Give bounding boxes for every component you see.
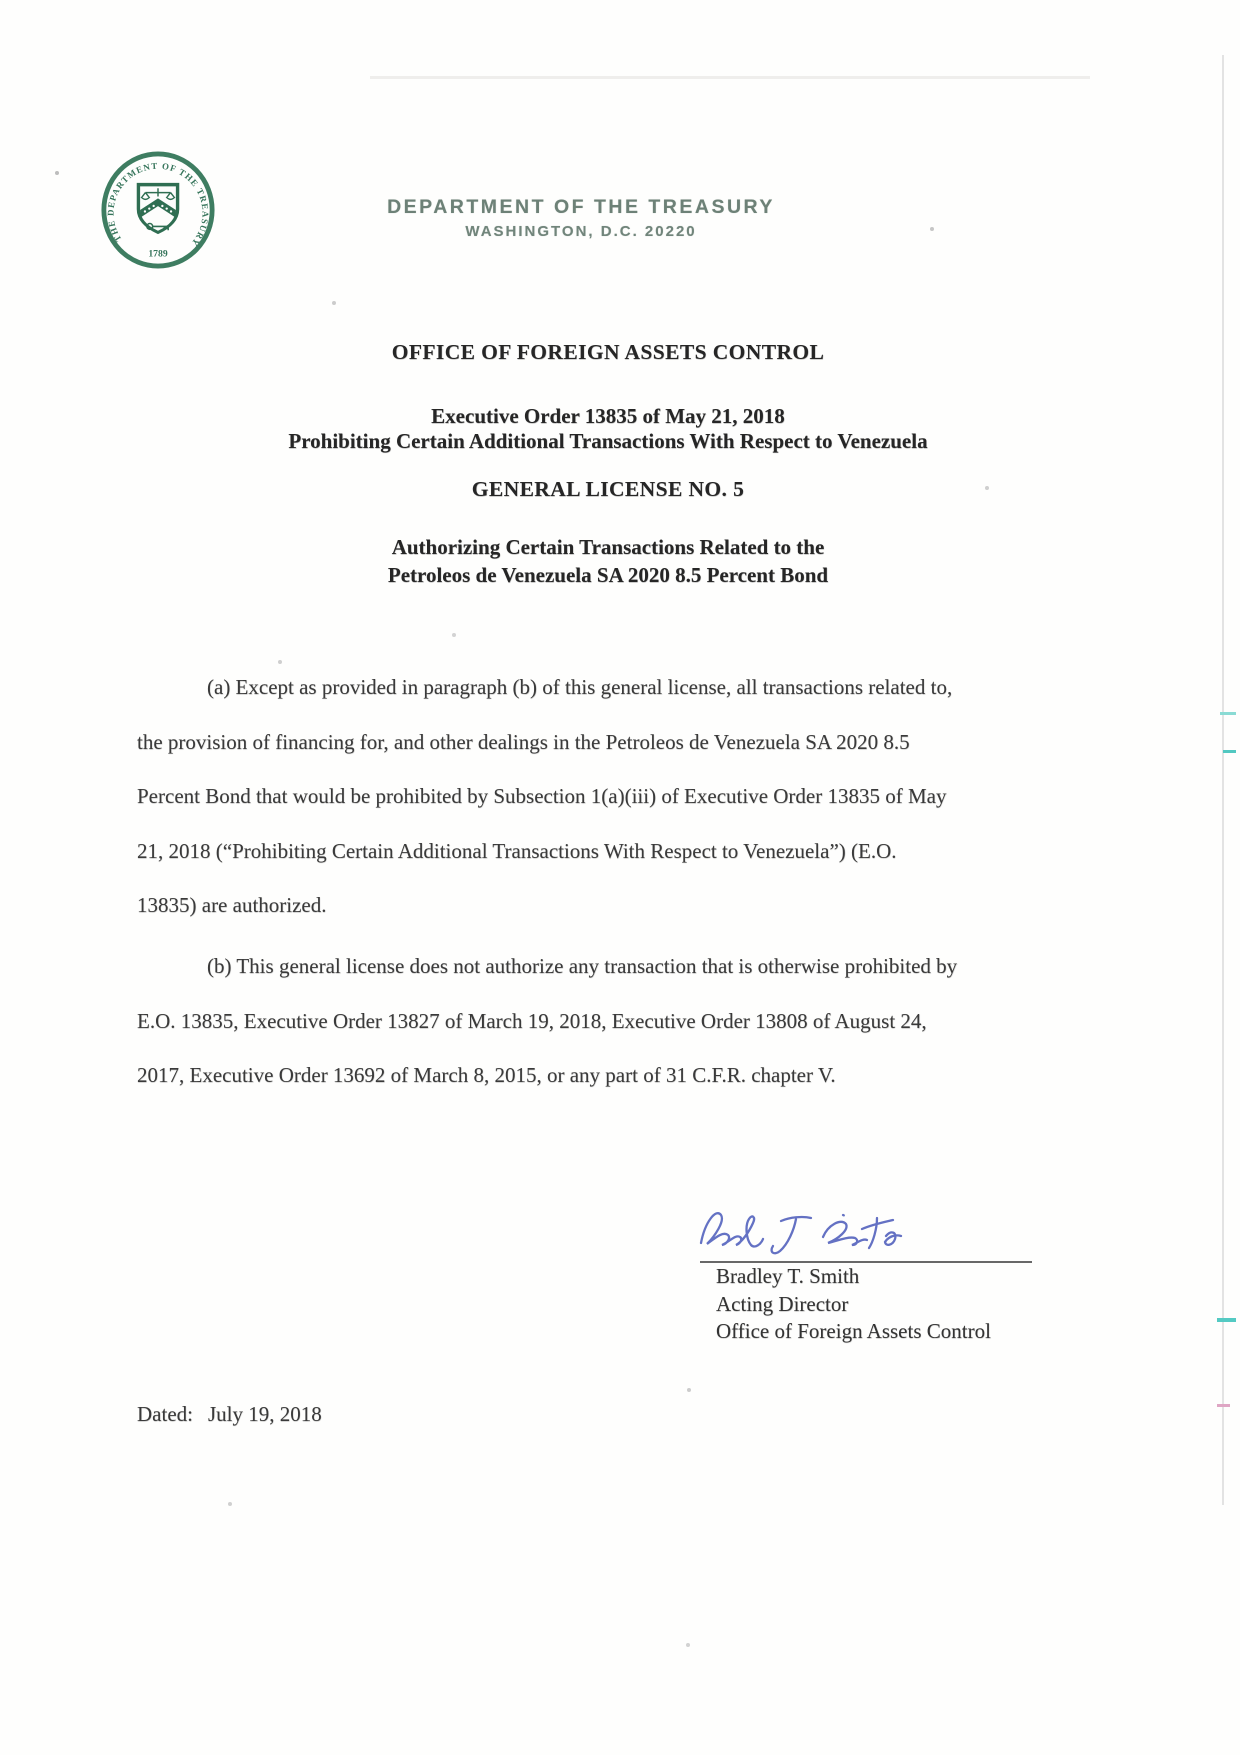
department-name: DEPARTMENT OF THE TREASURY: [387, 196, 775, 218]
scan-artifact-pink-tick: [1217, 1404, 1230, 1407]
signer-title: Acting Director: [716, 1291, 849, 1316]
scan-speck: [228, 1502, 232, 1506]
license-subject-line1: Authorizing Certain Transactions Related to the: [391, 535, 825, 559]
scan-speck: [452, 633, 456, 637]
dated-value: July 19, 2018: [207, 1402, 322, 1426]
scan-artifact-vertical-line: [1222, 55, 1224, 1505]
executive-order-line: Executive Order 13835 of May 21, 2018: [431, 404, 785, 428]
scan-speck: [55, 171, 59, 175]
scan-speck: [332, 301, 336, 305]
seal-year: 1789: [148, 248, 168, 260]
paragraph-a: [137, 660, 1147, 933]
license-subject-line2: Petroleos de Venezuela SA 2020 8.5 Percent Bond: [387, 563, 829, 587]
letterhead: [330, 196, 832, 240]
paragraph-a-line: the provision of financing for, and other dealings in the Petroleos de Venezuela SA 2020 8.5: [137, 729, 910, 754]
paragraph-b-line: E.O. 13835, Executive Order 13827 of March 19, 2018, Executive Order 13808 of August 24,: [137, 1008, 927, 1033]
scan-speck: [930, 227, 934, 231]
scan-speck: [687, 1388, 691, 1392]
paragraph-a-line: 21, 2018 (“Prohibiting Certain Additional Transactions With Respect to Venezuela”) (E.O.: [137, 838, 897, 863]
paragraph-a-line: 13835) are authorized.: [137, 893, 327, 918]
paragraph-b: [137, 939, 1147, 1103]
license-number-title: GENERAL LICENSE NO. 5: [471, 477, 745, 501]
paragraph-a-line: Percent Bond that would be prohibited by Subsection 1(a)(iii) of Executive Order 13835 of May: [137, 784, 947, 809]
scan-artifact-cyan-tick: [1217, 1318, 1236, 1322]
signature-ink: [695, 1196, 935, 1262]
paragraph-b-line: 2017, Executive Order 13692 of March 8, 2015, or any part of 31 C.F.R. chapter V.: [137, 1063, 836, 1088]
department-address: WASHINGTON, D.C. 20220: [465, 223, 697, 240]
office-title: OFFICE OF FOREIGN ASSETS CONTROL: [391, 340, 825, 364]
scan-artifact-cyan-tick: [1223, 750, 1236, 753]
dated-line: [137, 1402, 322, 1427]
dated-label: Dated:: [137, 1402, 193, 1426]
scan-artifact-cyan-tick: [1220, 712, 1236, 715]
seal-ring-text: THE DEPARTMENT OF THE TREASURY: [105, 160, 211, 249]
signer-name: Bradley T. Smith: [716, 1264, 860, 1288]
scan-speck: [686, 1643, 690, 1647]
executive-order-subject: Prohibiting Certain Additional Transactions With Respect to Venezuela: [288, 429, 928, 453]
paragraph-a-line: (a) Except as provided in paragraph (b) of this general license, all transactions related to,: [207, 675, 953, 699]
scan-artifact-horizontal-line: [370, 76, 1090, 79]
signer-office: Office of Foreign Assets Control: [716, 1319, 991, 1344]
treasury-seal-icon: [100, 150, 216, 270]
signature-block: [716, 1263, 1136, 1346]
paragraph-b-line: (b) This general license does not authorize any transaction that is otherwise prohibited by: [207, 954, 958, 978]
